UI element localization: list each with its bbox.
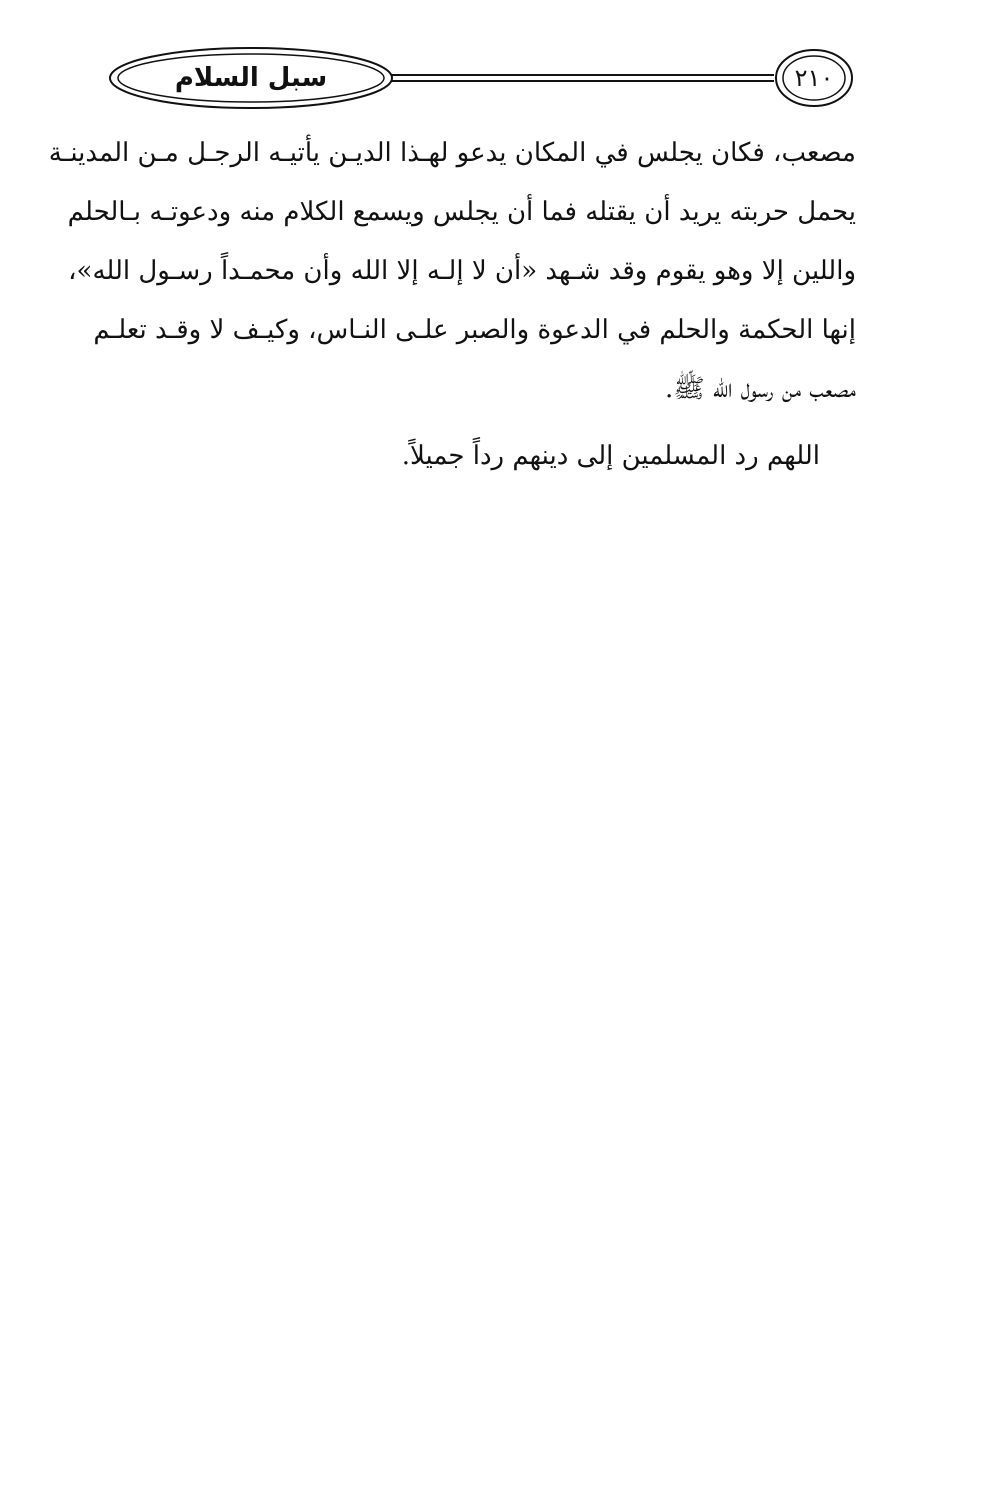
body-text [48, 124, 856, 486]
text-line: يحمل حربته يريد أن يقتله فما أن يجلس ويسمع الكلام منه ودعوتـه بـالحلم [67, 197, 856, 227]
text-line: إنها الحكمة والحلم في الدعوة والصبر علـى النـاس، وكيـف لا وقـد تعلـم [93, 315, 856, 345]
page-number: ٢١٠ [794, 64, 834, 92]
closing-prayer: اللهم رد المسلمين إلى دينهم رداً جميلاً. [401, 441, 820, 471]
book-title: سبل السلام [174, 63, 328, 93]
text-line: مصعب، فكان يجلس في المكان يدعو لهـذا الديـن يأتيـه الرجـل مـن المدينـة [48, 138, 856, 168]
page-header [104, 44, 856, 114]
text-line: مصعب من رسول الله ﷺ. [665, 374, 856, 404]
text-line: واللين إلا وهو يقوم وقد شـهد «أن لا إلـه إلا الله وأن محمـداً رسـول الله»، [68, 256, 856, 286]
